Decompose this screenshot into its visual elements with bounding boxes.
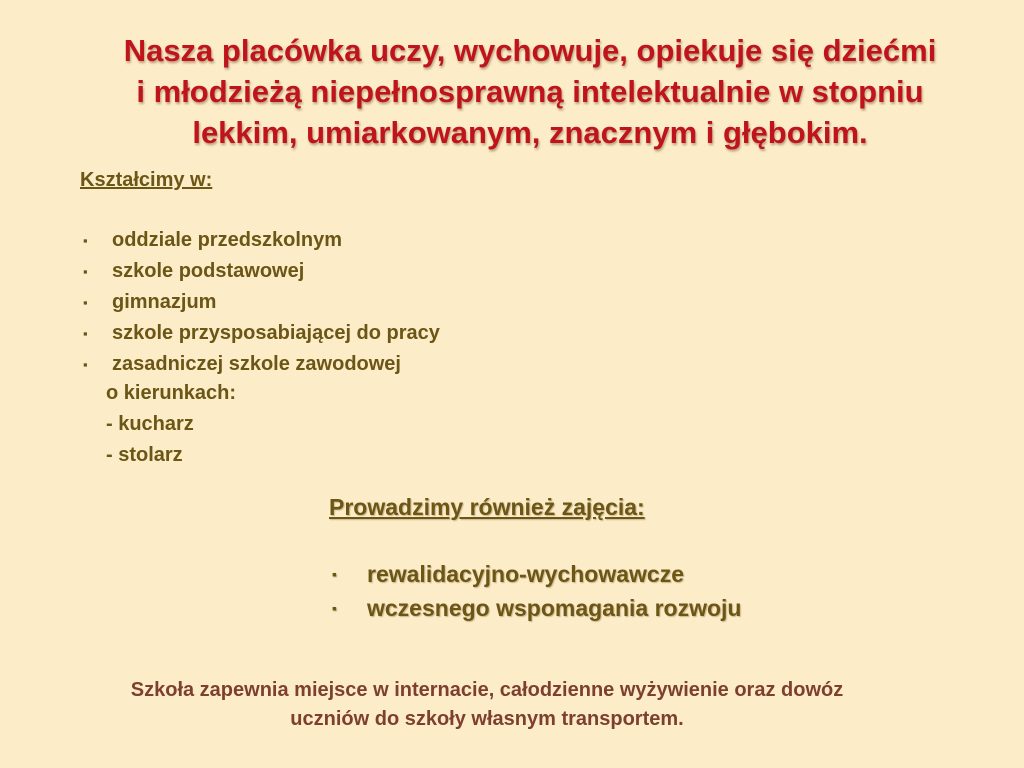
list-item-label: gimnazjum	[112, 291, 217, 313]
direction-item: - kucharz	[106, 413, 194, 435]
activities-heading: Prowadzimy również zajęcia:	[329, 494, 645, 520]
list-item-label: wczesnego wspomagania rozwoju	[367, 595, 742, 621]
list-item	[80, 287, 440, 318]
square-bullet-icon: ▪	[332, 566, 337, 582]
square-bullet-icon: ▪	[83, 326, 88, 341]
list-item	[80, 318, 440, 349]
list-item	[80, 256, 440, 287]
list-item-label: szkole przysposabiającej do pracy	[112, 322, 440, 344]
education-heading: Kształcimy w:	[80, 169, 213, 191]
square-bullet-icon: ▪	[332, 600, 337, 616]
title-line: Nasza placówka uczy, wychowuje, opiekuje się dziećmi	[123, 33, 937, 68]
title-line: lekkim, umiarkowanym, znacznym i głębokim.	[192, 115, 868, 150]
list-item	[80, 349, 440, 380]
footer-line: Szkoła zapewnia miejsce w internacie, całodzienne wyżywienie oraz dowóz	[130, 679, 844, 701]
education-list	[80, 225, 440, 380]
activities-section	[329, 490, 645, 524]
education-section	[80, 165, 212, 196]
direction-item: - stolarz	[106, 444, 183, 466]
footer-line: uczniów do szkoły własnym transportem.	[290, 708, 684, 730]
title-line: i młodzieżą niepełnosprawną intelektualnie w stopniu	[136, 74, 924, 109]
square-bullet-icon: ▪	[83, 357, 88, 372]
square-bullet-icon: ▪	[83, 295, 88, 310]
list-item	[329, 557, 741, 591]
square-bullet-icon: ▪	[83, 233, 88, 248]
vocational-directions	[106, 378, 236, 471]
activities-list	[329, 557, 741, 625]
list-item	[329, 591, 741, 625]
list-item-label: oddziale przedszkolnym	[112, 229, 343, 251]
square-bullet-icon: ▪	[83, 264, 88, 279]
list-item-label: rewalidacyjno-wychowawcze	[367, 561, 685, 587]
list-item-label: zasadniczej szkole zawodowej	[112, 353, 401, 375]
slide-title	[40, 30, 1020, 153]
footer-note	[20, 676, 954, 734]
list-item	[80, 225, 440, 256]
directions-label: o kierunkach:	[106, 382, 237, 404]
list-item-label: szkole podstawowej	[112, 260, 305, 282]
